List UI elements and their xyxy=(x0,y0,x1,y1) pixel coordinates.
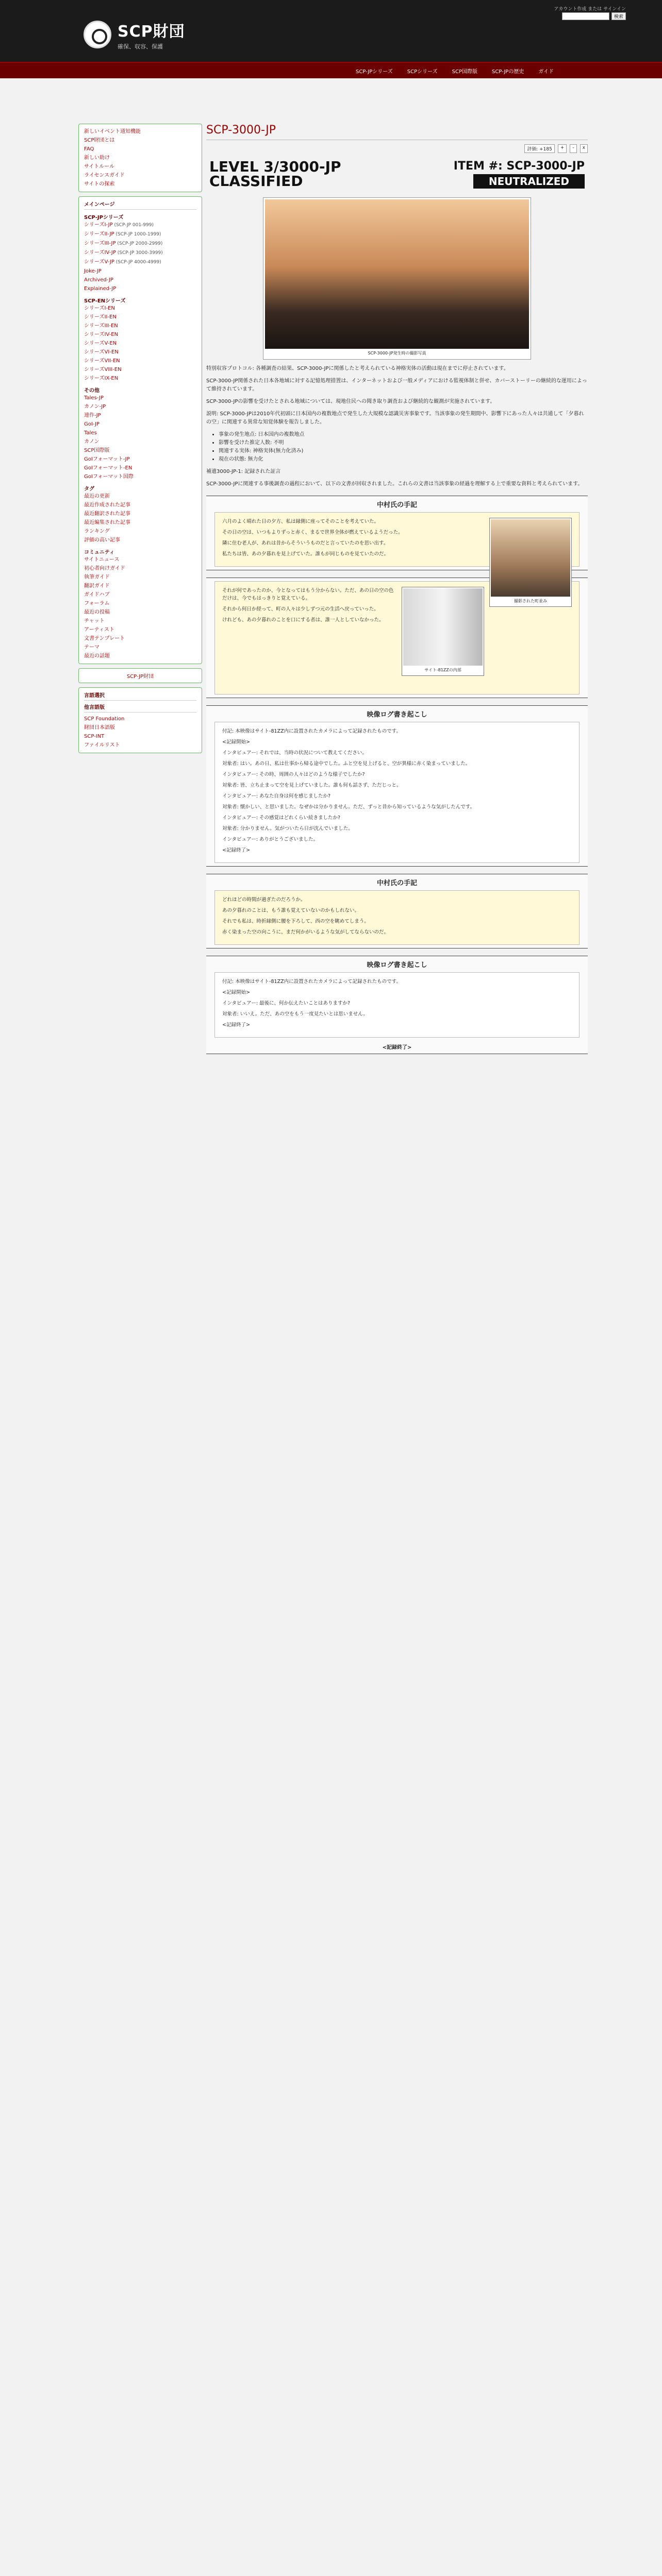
sidebar xyxy=(78,124,202,757)
sidebar-link[interactable]: 財団日本語版 xyxy=(84,725,115,731)
banner-item-number: ITEM #: SCP-3000-JP xyxy=(453,160,585,173)
sidebar-link[interactable]: サイトの探索 xyxy=(84,181,115,187)
collapsible-content xyxy=(214,890,580,945)
rate-down-button[interactable]: - xyxy=(570,144,576,153)
social-box xyxy=(78,668,202,683)
language-box xyxy=(78,687,202,753)
figure-caption: 撮影された町並み xyxy=(514,599,547,603)
rating-module xyxy=(206,144,588,153)
top-nav-item[interactable]: SCPシリーズ xyxy=(407,69,438,75)
collapsible-block xyxy=(206,956,588,1054)
sidebar-menu-item[interactable]: GoIフォーマット国際 xyxy=(84,474,134,480)
sidebar-menu-item[interactable]: 最近の更新 xyxy=(84,494,110,499)
search-button[interactable]: 検索 xyxy=(611,12,626,20)
log-line: 対象者: いいえ。ただ、あの空をもう一度見たいとは思いません。 xyxy=(222,1011,368,1017)
collapsible-title[interactable]: 中村氏の手記 xyxy=(376,879,417,887)
sidebar-menu-item[interactable]: 最近の話題 xyxy=(84,653,110,659)
sidebar-menu-item[interactable]: チャット xyxy=(84,618,105,624)
top-nav-item[interactable]: ガイド xyxy=(538,69,554,75)
sidebar-menu xyxy=(78,196,202,664)
sidebar-menu-item[interactable]: 最近翻訳された記事 xyxy=(84,511,130,517)
paragraph: SCP-3000-JP関係された日本各地域に対する記憶処理措置は、インターネットおよび一般メディアにおける監視体制と併せ、カバーストーリーの継続的な運用によって維持されています。 xyxy=(206,378,587,392)
sidebar-menu-item[interactable]: カノン xyxy=(84,439,100,445)
sidebar-menu-item[interactable]: SCP国際版 xyxy=(84,448,110,453)
log-line: それでも私は、時折縁側に腰を下ろして、西の空を眺めてしまう。 xyxy=(222,919,369,924)
main-photo xyxy=(263,197,531,360)
site-subtitle: 確保、収容、保護 xyxy=(118,43,163,50)
collapsible-block xyxy=(206,874,588,948)
log-line: <記録開始> xyxy=(222,990,250,995)
links-title: 他言語版 xyxy=(84,703,196,713)
collapsible-content xyxy=(214,722,580,863)
site-name: SCP財団 xyxy=(118,23,185,41)
log-line: <記録終了> xyxy=(222,1022,250,1028)
sidebar-menu-item[interactable]: サイトニュース xyxy=(84,557,120,563)
collapsible-block xyxy=(206,705,588,867)
sidebar-group-label: コミュニティ xyxy=(84,550,114,555)
sidebar-item-range: (SCP-JP 1000-1999) xyxy=(114,232,161,237)
log-line: インタビュアー: あなた自身は何を感じましたか? xyxy=(222,793,331,799)
sidebar-menu-item[interactable]: シリーズV-JP (SCP-JP 4000-4999) xyxy=(84,259,161,265)
main-content xyxy=(206,124,588,1061)
sidebar-item-range: (SCP-JP 001-999) xyxy=(112,223,154,228)
sidebar-group-label: SCP-ENシリーズ xyxy=(84,298,126,304)
sidebar-link[interactable]: SCP財団とは xyxy=(84,138,115,143)
sidebar-menu-item[interactable]: 翻訳ガイド xyxy=(84,583,110,589)
page-title: SCP-3000-JP xyxy=(206,124,588,140)
figure-caption: サイト-81ZZの内部 xyxy=(424,668,461,672)
log-line: それから何日か経って、町の人々は少しずつ元の生活へ戻っていった。 xyxy=(222,606,379,612)
search-input[interactable] xyxy=(562,12,609,20)
site-header xyxy=(0,0,662,62)
list-item: • 関連する実体: 神格実体(無力化済み) xyxy=(219,447,588,455)
log-line: けれども、あの夕暮れのことを口にする者は、誰一人としていなかった。 xyxy=(222,617,384,623)
sidebar-menu-item[interactable]: Tales-JP xyxy=(84,395,104,401)
sidebar-menu-item[interactable]: 最近作成された記事 xyxy=(84,502,130,508)
log-line: <記録終了> xyxy=(222,848,250,853)
sidebar-menu-title: メインページ xyxy=(84,200,196,210)
figure xyxy=(489,518,572,607)
sidebar-menu-item[interactable]: シリーズVI-EN xyxy=(84,349,119,355)
log-line: インタビュアー: ありがとうございました。 xyxy=(222,837,319,842)
sidebar-menu-item[interactable]: 最近の投稿 xyxy=(84,609,110,615)
banner-classified: CLASSIFIED xyxy=(209,173,303,190)
top-nav-item[interactable]: SCP国際版 xyxy=(452,69,478,75)
site-logo-link[interactable] xyxy=(84,19,185,50)
corridor-image xyxy=(403,588,483,666)
collapsible-content xyxy=(214,972,580,1038)
sidebar-top-box xyxy=(78,124,202,192)
sidebar-item-range: (SCP-JP 2000-2999) xyxy=(115,241,163,246)
scp-logo-icon xyxy=(84,21,111,48)
sidebar-menu-item[interactable]: シリーズI-JP (SCP-JP 001-999) xyxy=(84,222,154,228)
sidebar-link[interactable]: ファイルリスト xyxy=(84,742,120,748)
sidebar-group-label: タグ xyxy=(84,486,94,492)
top-nav xyxy=(0,62,662,78)
sidebar-link[interactable]: 新しいイベント通知機能 xyxy=(84,129,141,134)
sidebar-menu-item[interactable]: 初心者向けガイド xyxy=(84,566,125,571)
top-nav-item[interactable]: SCP-JPの歴史 xyxy=(492,69,524,75)
photo-caption: SCP-3000-JP発生時の撮影写真 xyxy=(368,351,426,355)
town-image xyxy=(491,519,570,597)
sidebar-menu-item[interactable]: Tales xyxy=(84,430,97,436)
sidebar-menu-item[interactable]: シリーズI-EN xyxy=(84,306,115,311)
collapsible-title[interactable]: 映像ログ書き起こし xyxy=(367,961,427,969)
sidebar-menu-item[interactable]: 最近編集された記事 xyxy=(84,520,130,526)
log-line: 対象者: 分かりません。気がついたら日が沈んでいました。 xyxy=(222,826,353,832)
log-line: 付記: 本映像はサイト-81ZZ内に設置されたカメラによって記録されたものです。 xyxy=(222,728,401,734)
log-line: 対象者: はい。あの日、私は仕事から帰る途中でした。ふと空を見上げると、空が異様に赤く染まっていました。 xyxy=(222,761,471,767)
sidebar-menu-item[interactable]: アーティスト xyxy=(84,627,114,633)
collapsible-title[interactable]: 映像ログ書き起こし xyxy=(367,711,427,719)
sidebar-menu-item[interactable]: シリーズIV-JP (SCP-JP 3000-3999) xyxy=(84,250,163,256)
sidebar-menu-item[interactable]: シリーズII-JP (SCP-JP 1000-1999) xyxy=(84,231,161,237)
figure xyxy=(402,587,484,676)
language-box-title: 言語選択 xyxy=(84,691,196,701)
sidebar-menu-item[interactable]: カノン-JP xyxy=(84,404,106,410)
sidebar-link[interactable]: 新しい助け xyxy=(84,155,110,161)
log-line: インタビュアー: その時、周囲の人々はどのような様子でしたか? xyxy=(222,772,365,777)
sidebar-menu-item[interactable]: 連作-JP xyxy=(84,413,101,418)
log-line: 付記: 本映像はサイト-81ZZ内に設置されたカメラによって記録されたものです。 xyxy=(222,979,401,985)
paragraph: SCP-3000-JPに関連する事後調査の過程において、以下の文書が回収されました。これらの文書は当該事象の経過を理解する上で重要な資料と考えられています。 xyxy=(206,481,583,487)
log-line: インタビュアー: その感覚はどれくらい続きましたか? xyxy=(222,815,341,821)
sidebar-link[interactable]: SCP Foundation xyxy=(84,716,125,722)
sidebar-link[interactable]: SCP-INT xyxy=(84,734,105,739)
sidebar-menu-item[interactable]: シリーズVIII-EN xyxy=(84,367,122,372)
log-line: その日の空は、いつもよりずっと赤く、まるで世界全体が燃えているようだった。 xyxy=(222,530,403,535)
account-links[interactable]: アカウント作成 または サインイン xyxy=(554,7,626,12)
log-line: 六月のよく晴れた日の夕方、私は縁側に座ってそのことを考えていた。 xyxy=(222,519,379,524)
log-line: どれほどの時間が過ぎたのだろうか。 xyxy=(222,897,306,903)
log-line: インタビュアー: それでは、当時の状況について教えてください。 xyxy=(222,750,367,756)
rate-up-button[interactable]: + xyxy=(558,144,567,153)
log-line: あの夕暮れのことは、もう誰も覚えていないのかもしれない。 xyxy=(222,908,360,913)
collapsible-title[interactable]: 中村氏の手記 xyxy=(376,501,417,509)
sidebar-menu-item[interactable]: シリーズV-EN xyxy=(84,341,117,346)
sidebar-menu-item[interactable]: シリーズIII-EN xyxy=(84,323,118,329)
sidebar-menu-item[interactable]: 文書テンプレート xyxy=(84,636,125,641)
log-line: それが何であったのか、今となってはもう分からない。ただ、あの日の空の色だけは、今でもはっきりと覚えている。 xyxy=(222,588,394,601)
sidebar-menu-item[interactable]: シリーズIV-EN xyxy=(84,332,119,337)
list-item: • 現在の状態: 無力化 xyxy=(219,455,588,464)
log-line: インタビュアー: 最後に、何か伝えたいことはありますか? xyxy=(222,1001,351,1006)
list-item: • 影響を受けた推定人数: 不明 xyxy=(219,439,588,447)
sidebar-item-range: (SCP-JP 4000-4999) xyxy=(114,260,161,265)
paragraph: 説明: SCP-3000-JPは2010年代初頭に日本国内の複数地点で発生した大規模な認識災害事象です。当該事象の発生期間中、影響下にあった人々は共通して「夕暮れの空」に関連する異常な知覚体験を報告しました。 xyxy=(206,411,584,425)
sidebar-group-label: その他 xyxy=(84,388,100,394)
sidebar-menu-item[interactable]: シリーズIII-JP (SCP-JP 2000-2999) xyxy=(84,241,163,246)
sidebar-menu-item[interactable]: GoI-JP xyxy=(84,421,100,427)
sidebar-link[interactable]: FAQ xyxy=(84,146,94,152)
sidebar-link[interactable]: ライセンスガイド xyxy=(84,173,125,178)
sidebar-item-range: (SCP-JP 3000-3999) xyxy=(115,250,163,256)
sidebar-menu-item[interactable]: シリーズIX-EN xyxy=(84,376,119,381)
sidebar-menu-item[interactable]: ガイドハブ xyxy=(84,592,110,598)
sidebar-menu-item[interactable]: シリーズVII-EN xyxy=(84,358,120,364)
banner-object-class: NEUTRALIZED xyxy=(473,174,585,189)
sidebar-menu-item[interactable]: GoIフォーマット-JP xyxy=(84,456,130,462)
log-line: 隣に住む老人が、あれは昔からそういうものだと言っていたのを思い出す。 xyxy=(222,540,389,546)
sidebar-menu-item[interactable]: テーマ xyxy=(84,645,100,650)
sidebar-menu-item[interactable]: Explained-JP xyxy=(84,286,117,292)
sunset-image xyxy=(265,199,529,349)
sidebar-menu-item[interactable]: 評価の高い記事 xyxy=(84,537,120,543)
list-item: • 事象の発生地点: 日本国内の複数地点 xyxy=(219,431,588,439)
sidebar-menu-item[interactable]: フォーラム xyxy=(84,601,110,606)
log-line: <記録開始> xyxy=(222,739,250,745)
social-label[interactable]: SCP-JP財団 xyxy=(126,674,154,680)
paragraph: 補遺3000-JP-1: 記録された証言 xyxy=(206,469,281,474)
sidebar-link[interactable]: サイトルール xyxy=(84,164,115,170)
sidebar-menu-item[interactable]: Archived-JP xyxy=(84,277,113,283)
end-mark: <記録終了> xyxy=(382,1045,412,1050)
sidebar-menu-item[interactable]: GoIフォーマット-EN xyxy=(84,465,133,471)
log-line: 対象者: 懐かしい、と思いました。なぜかは分かりません。ただ、ずっと昔から知っているような気がしたんです。 xyxy=(222,804,475,810)
log-line: 対象者: 皆、立ち止まって空を見上げていました。誰も何も話さず、ただじっと。 xyxy=(222,783,402,788)
log-line: 私たちは皆、あの夕暮れを見上げていた。誰もが同じものを見ていたのだ。 xyxy=(222,551,389,557)
banner-level: LEVEL 3/3000-JP xyxy=(209,158,341,175)
paragraph: SCP-3000-JPの影響を受けたとされる地域については、現地住民への聞き取り調査および継続的な観測が実施されています。 xyxy=(206,399,495,404)
rating-value: 評価: +185 xyxy=(524,144,555,153)
sidebar-group-label: SCP-JPシリーズ xyxy=(84,215,124,221)
sidebar-menu-item[interactable]: Joke-JP xyxy=(84,268,102,274)
top-nav-item[interactable]: SCP-JPシリーズ xyxy=(356,69,393,75)
sidebar-menu-item[interactable]: シリーズII-EN xyxy=(84,314,117,320)
log-line: 赤く染まった空の向こうに、まだ何かがいるような気がしてならないのだ。 xyxy=(222,929,389,935)
paragraph: 特別収容プロトコル: 各種調査の結果、SCP-3000-JPに関係したと考えられている神格実体の活動は現在までに停止されています。 xyxy=(206,366,509,371)
anomaly-banner xyxy=(206,155,588,193)
rate-cancel-button[interactable]: x xyxy=(580,144,588,153)
sidebar-menu-item[interactable]: ランキング xyxy=(84,529,110,534)
sidebar-menu-item[interactable]: 執筆ガイド xyxy=(84,574,110,580)
